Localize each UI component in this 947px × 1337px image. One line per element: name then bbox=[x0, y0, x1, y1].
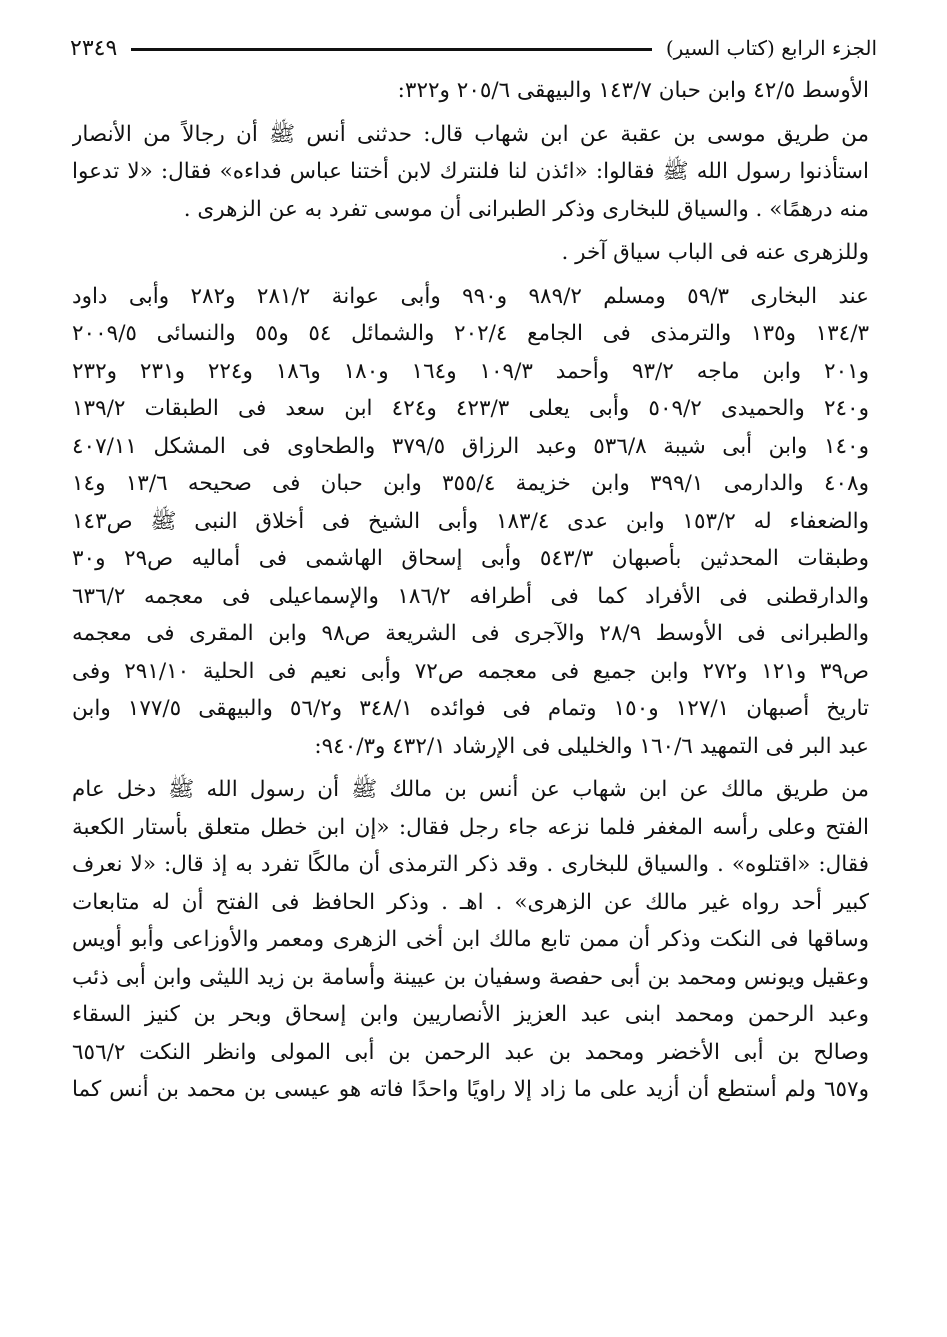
text-line: وصالح بن أبى الأخضر ومحمد بن عبد الرحمن بن أبى المولى وانظر النكت ٦٥٦/٢ bbox=[72, 1039, 869, 1065]
page-number: ٢٣٤٩ bbox=[70, 35, 118, 61]
text-line: و١٤٠ وابن أبى شيبة ٥٣٦/٨ وعبد الرزاق ٣٧٩/٥ والطحاوى فى المشكل ٤٠٧/١١ bbox=[72, 433, 869, 459]
text-line: وللزهرى عنه فى الباب سياق آخر . bbox=[561, 240, 869, 265]
header-title: الجزء الرابع (كتاب السير) bbox=[665, 36, 877, 60]
body-text bbox=[72, 72, 869, 1115]
text-line: تاريخ أصبهان ١٢٧/١ و١٥٠ وتمام فى فوائده ٣٤٨/١ و٥٦/٢ والبيهقى ١٧٧/٥ وابن bbox=[72, 696, 869, 721]
text-line: والضعفاء له ١٥٣/٢ وابن عدى ١٨٣/٤ وأبى الشيخ فى أخلاق النبى ﷺ ص١٤٣ bbox=[72, 508, 869, 534]
text-line: و٢٤٠ والحميدى ٥٠٩/٢ وأبى يعلى ٤٢٣/٣ و٤٢٤ ابن سعد فى الطبقات ١٣٩/٢ bbox=[72, 396, 869, 421]
text-line: استأذنوا رسول الله ﷺ فقالوا: «ائذن لنا فلنترك لابن أختنا عباس فداءه» فقال: «لا تدعوا bbox=[72, 159, 869, 184]
text-line: وساقها فى النكت وذكر أن ممن تابع مالك ابن أخى الزهرى ومعمر والأوزاعى وأبو أويس bbox=[72, 927, 869, 952]
text-line: عبد البر فى التمهيد ١٦٠/٦ والخليلى فى الإرشاد ٤٣٢/١ و٩٤٠/٣: bbox=[314, 733, 869, 759]
paragraph-malik-route bbox=[72, 771, 869, 1109]
text-line: ص٣٩ و١٢١ و٢٧٢ وابن جميع فى معجمه ص٧٢ وأبى نعيم فى الحلية ٢٩١/١٠ وفى bbox=[72, 658, 869, 684]
text-line: والطبرانى فى الأوسط ٢٨/٩ والآجرى فى الشريعة ص٩٨ وابن المقرى فى معجمه bbox=[72, 621, 869, 646]
text-line: والدارقطنى فى الأفراد كما فى أطرافه ١٨٦/٢ والإسماعيلى فى معجمه ٦٣٦/٢ bbox=[72, 583, 869, 609]
text-line: من طريق موسى بن عقبة عن ابن شهاب قال: حدثنى أنس ﷺ أن رجالاً من الأنصار bbox=[72, 121, 869, 147]
text-line: عند البخارى ٥٩/٣ ومسلم ٩٨٩/٢ و٩٩٠ وأبى عوانة ٢٨١/٢ و٢٨٢ وأبى داود bbox=[72, 283, 869, 309]
text-line: وعقيل ويونس ومحمد بن أبى حفصة وسفيان بن عيينة وأسامة بن زيد الليثى وابن أبى ذئب bbox=[72, 964, 869, 990]
text-line: وعبد الرحمن ومحمد ابنى عبد العزيز الأنصاريين وابن إسحاق وبحر بن كنيز السقاء bbox=[72, 1002, 869, 1027]
text-line: ١٣٤/٣ و١٣٥ والترمذى فى الجامع ٢٠٢/٤ والشمائل ٥٤ و٥٥ والنسائى ٢٠٠٩/٥ bbox=[72, 321, 869, 346]
running-header bbox=[70, 28, 877, 68]
text-line: وطبقات المحدثين بأصبهان ٥٤٣/٣ وأبى إسحاق الهاشمى فى أماليه ص٢٩ و٣٠ bbox=[72, 546, 869, 571]
text-line: و٤٠٨ والدارمى ٣٩٩/١ وابن خزيمة ٣٥٥/٤ وابن حبان فى صحيحه ١٣/٦ و١٤ bbox=[72, 471, 869, 496]
paragraph-zuhri-note bbox=[72, 234, 869, 272]
text-line: منه درهمًا» . والسياق للبخارى وذكر الطبرانى أن موسى تفرد به عن الزهرى . bbox=[183, 196, 869, 222]
text-line: الأوسط ٤٢/٥ وابن حبان ١٤٣/٧ والبيهقى ٢٠٥/٦ و٣٢٢: bbox=[397, 78, 869, 103]
paragraph-continuation bbox=[72, 72, 869, 110]
paragraph-musa-route bbox=[72, 116, 869, 229]
text-line: الفتح وعلى رأسه المغفر فلما نزعه جاء رجل فقال: «إن ابن خطل متعلق بأستار الكعبة bbox=[72, 814, 869, 840]
text-line: من طريق مالك عن ابن شهاب عن أنس بن مالك ﷺ أن رسول الله ﷺ دخل عام bbox=[72, 777, 869, 802]
header-rule bbox=[131, 48, 652, 51]
text-line: و٦٥٧ ولم أستطع أن أزيد على ما زاد إلا راويًا واحدًا فاته هو عيسى بن محمد بن أنس كما bbox=[72, 1077, 869, 1102]
text-line: و٢٠١ وابن ماجه ٩٣/٢ وأحمد ١٠٩/٣ و١٦٤ و١٨٠ و١٨٦ و٢٢٤ و٢٣١ و٢٣٢ bbox=[72, 358, 869, 384]
paragraph-references bbox=[72, 278, 869, 766]
text-line: فقال: «اقتلوه» . والسياق للبخارى . وقد ذكر الترمذى أن مالكًا تفرد به إذ قال: «لا نعرف bbox=[72, 852, 869, 877]
text-line: كبير أحد رواه غير مالك عن الزهرى» . اهـ . وذكر الحافظ فى الفتح أن له متابعات bbox=[72, 889, 869, 915]
